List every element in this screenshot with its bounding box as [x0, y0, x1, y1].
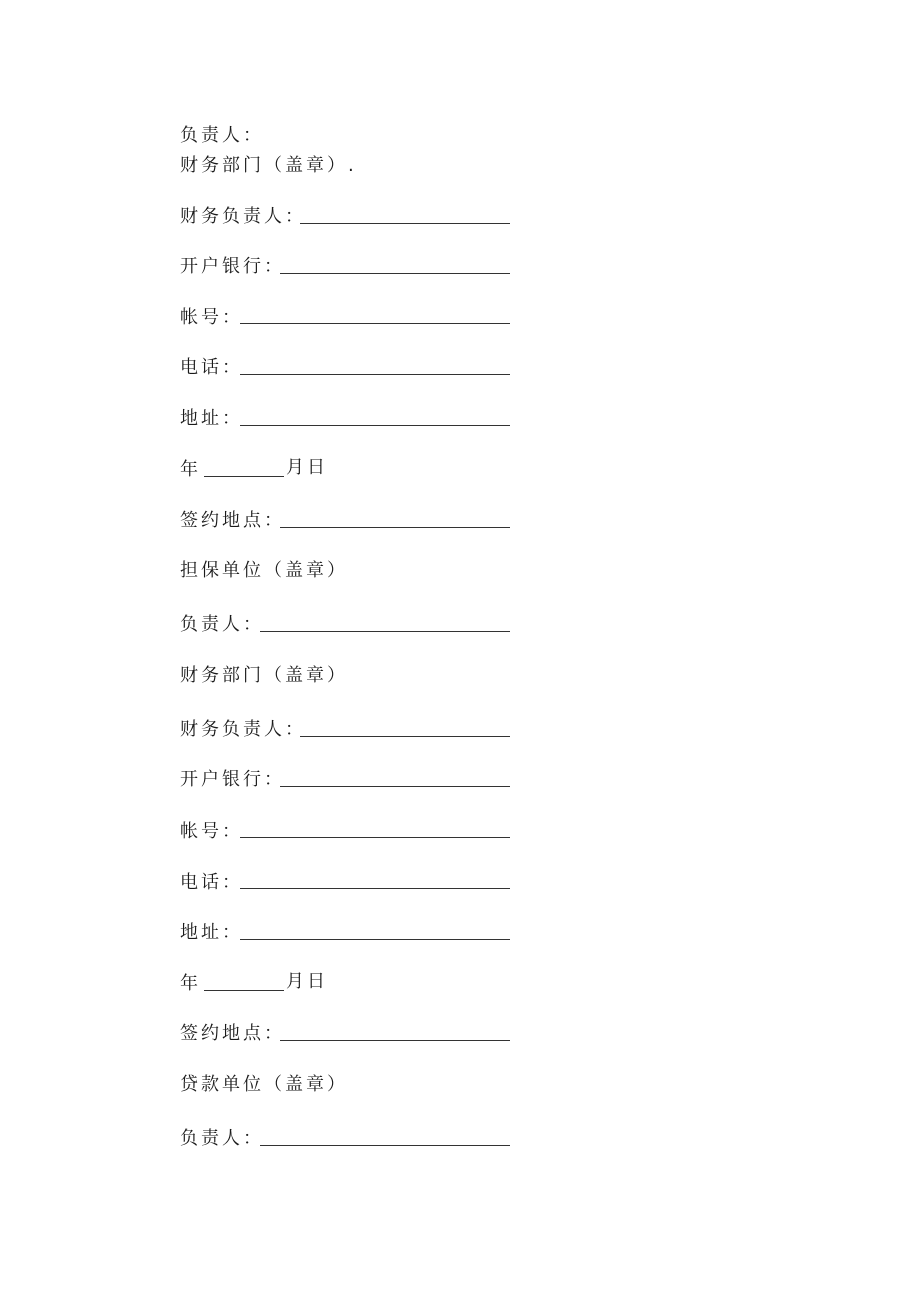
- signing-place-label: 签约地点：: [180, 510, 285, 531]
- phone-field[interactable]: [240, 374, 510, 375]
- signing-place-field[interactable]: [280, 527, 510, 528]
- lender-unit-text: 贷款单位（盖章）: [180, 1074, 348, 1095]
- address-field[interactable]: [240, 425, 510, 426]
- finance-dept-label: [180, 151, 357, 177]
- address-label: 地址：: [180, 408, 243, 429]
- account-field[interactable]: [240, 323, 510, 324]
- guarantor-signing-place-row: [180, 1019, 285, 1045]
- date-row: [180, 455, 201, 481]
- guarantor-finance-head-row: [180, 715, 306, 741]
- lender-responsible-field[interactable]: [260, 1145, 510, 1146]
- guarantor-account-row: [180, 817, 243, 843]
- guarantor-year-label: 年: [180, 973, 201, 994]
- guarantor-unit-heading: [180, 556, 348, 582]
- finance-head-row: [180, 202, 306, 228]
- signing-place-row: [180, 506, 285, 532]
- guarantor-responsible-label: 负责人：: [180, 614, 264, 635]
- bank-field[interactable]: [280, 273, 510, 274]
- account-label: 帐号：: [180, 307, 243, 328]
- lender-responsible-row: [180, 1124, 264, 1150]
- guarantor-finance-head-field[interactable]: [300, 736, 510, 737]
- guarantor-phone-row: [180, 868, 243, 894]
- finance-head-label: 财务负责人：: [180, 206, 306, 227]
- guarantor-date-field[interactable]: [204, 990, 284, 991]
- guarantor-finance-dept-heading: [180, 661, 348, 687]
- guarantor-phone-label: 电话：: [180, 872, 243, 893]
- responsible-person-text: 负责人：: [180, 125, 264, 146]
- guarantor-bank-label: 开户银行：: [180, 769, 285, 790]
- guarantor-account-label: 帐号：: [180, 821, 243, 842]
- address-row: [180, 404, 243, 430]
- lender-unit-heading: [180, 1070, 348, 1096]
- responsible-person-label: [180, 121, 264, 147]
- phone-row: [180, 353, 243, 379]
- guarantor-signing-place-field[interactable]: [280, 1040, 510, 1041]
- date-field[interactable]: [204, 476, 284, 477]
- guarantor-signing-place-label: 签约地点：: [180, 1023, 285, 1044]
- month-day-label: 月日: [286, 457, 328, 478]
- phone-label: 电话：: [180, 357, 243, 378]
- year-label: 年: [180, 459, 201, 480]
- guarantor-date-row: [180, 969, 201, 995]
- finance-head-field[interactable]: [300, 223, 510, 224]
- lender-responsible-label: 负责人：: [180, 1128, 264, 1149]
- bank-row: [180, 252, 285, 278]
- guarantor-bank-field[interactable]: [280, 786, 510, 787]
- finance-dept-text: 财务部门（盖章）.: [180, 155, 357, 176]
- guarantor-bank-row: [180, 765, 285, 791]
- guarantor-account-field[interactable]: [240, 837, 510, 838]
- guarantor-phone-field[interactable]: [240, 888, 510, 889]
- guarantor-address-row: [180, 918, 243, 944]
- guarantor-responsible-field[interactable]: [260, 631, 510, 632]
- account-row: [180, 303, 243, 329]
- guarantor-finance-head-label: 财务负责人：: [180, 719, 306, 740]
- guarantor-address-field[interactable]: [240, 939, 510, 940]
- guarantor-month-day-label: 月日: [286, 971, 328, 992]
- guarantor-unit-text: 担保单位（盖章）: [180, 560, 348, 581]
- guarantor-address-label: 地址：: [180, 922, 243, 943]
- guarantor-finance-dept-text: 财务部门（盖章）: [180, 665, 348, 686]
- bank-label: 开户银行：: [180, 256, 285, 277]
- guarantor-responsible-row: [180, 610, 264, 636]
